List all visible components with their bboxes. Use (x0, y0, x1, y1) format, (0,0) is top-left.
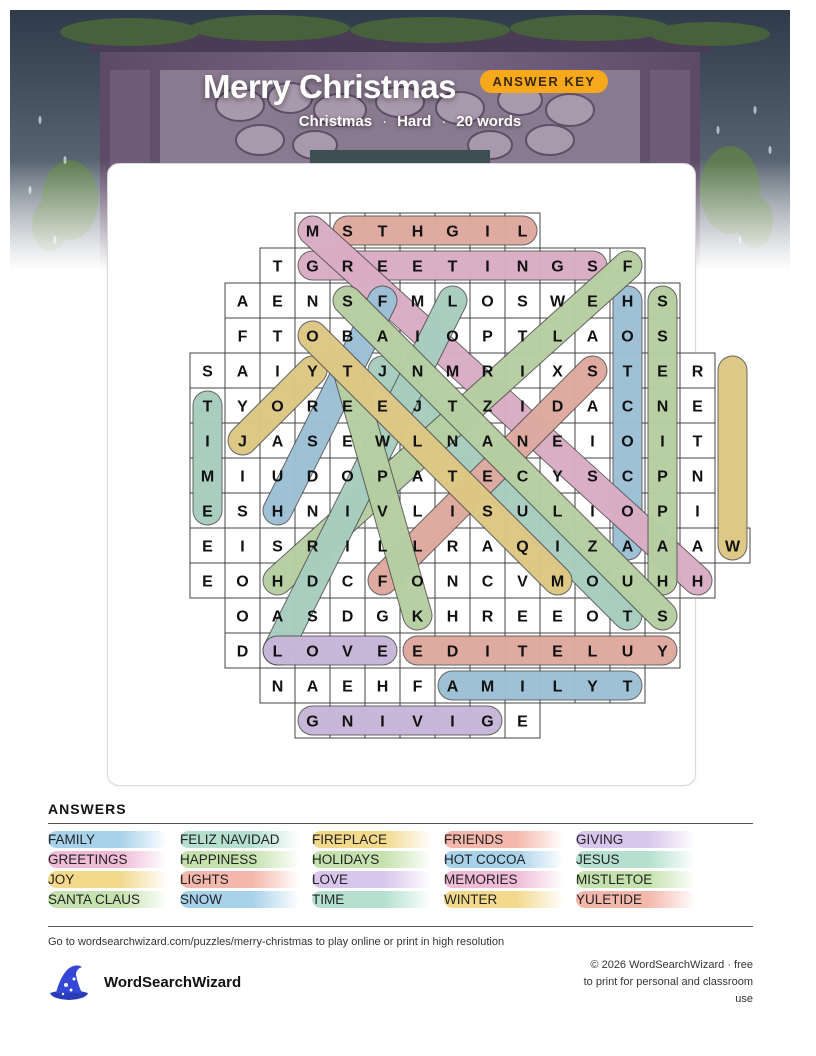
grid-letter: I (520, 363, 525, 381)
grid-letter: E (377, 643, 388, 661)
grid-letter: A (446, 678, 459, 696)
grid-letter: I (450, 713, 455, 731)
grid-letter: D (306, 573, 319, 591)
grid-letter: T (692, 433, 703, 451)
grid-letter: O (621, 433, 634, 451)
grid-letter: N (516, 258, 529, 276)
grid-letter: L (552, 503, 563, 521)
grid-letter: I (485, 223, 490, 241)
grid-letter: T (202, 398, 213, 416)
grid-letter: F (237, 328, 248, 346)
answer-word: WINTER (444, 891, 564, 908)
grid-letter: H (271, 503, 284, 521)
answers-heading: ANSWERS (48, 801, 127, 817)
grid-letter: N (446, 433, 459, 451)
grid-letter: R (446, 538, 459, 556)
grid-letter: M (410, 293, 425, 311)
answer-word: FAMILY (48, 831, 168, 848)
grid-letter: A (271, 433, 284, 451)
grid-letter: J (238, 433, 247, 451)
grid-letter: T (517, 328, 528, 346)
answer-word: FELIZ NAVIDAD (180, 831, 300, 848)
grid-letter: E (377, 398, 388, 416)
answer-word: MISTLETOE (576, 871, 696, 888)
grid-letter: F (377, 573, 388, 591)
divider (48, 926, 753, 927)
grid-letter: R (341, 258, 354, 276)
grid-letter: E (342, 678, 353, 696)
grid-letter: N (306, 293, 319, 311)
grid-letter: D (551, 398, 564, 416)
grid-letter: Z (587, 538, 598, 556)
grid-letter: O (621, 328, 634, 346)
answer-word: HOLIDAYS (312, 851, 432, 868)
grid-letter: Y (552, 468, 563, 486)
grid-letter: S (587, 468, 598, 486)
grid-letter: C (341, 573, 354, 591)
footer-url-text: Go to wordsearchwizard.com/puzzles/merry-christmas to play online or print in high resolution (48, 936, 505, 948)
grid-letter: M (305, 223, 320, 241)
grid-letter: E (272, 293, 283, 311)
grid-letter: L (412, 503, 423, 521)
grid-letter: G (481, 713, 494, 731)
grid-letter: D (446, 643, 459, 661)
answer-word: LIGHTS (180, 871, 300, 888)
grid-letter: H (621, 293, 634, 311)
grid-letter: G (376, 608, 389, 626)
grid-letter: U (271, 468, 284, 486)
grid-letter: C (621, 468, 634, 486)
grid-letter: A (481, 538, 494, 556)
grid-letter: T (342, 363, 353, 381)
grid-letter: E (202, 503, 213, 521)
grid-letter: H (691, 573, 704, 591)
grid-letter: S (202, 363, 213, 381)
grid-letter: I (240, 468, 245, 486)
grid-letter: I (450, 503, 455, 521)
grid-letter: O (586, 573, 599, 591)
answer-word: JOY (48, 871, 168, 888)
grid-letter: E (202, 538, 213, 556)
grid-letter: S (307, 608, 318, 626)
grid-letter: A (656, 538, 669, 556)
answer-word: SANTA CLAUS (48, 891, 168, 908)
answer-word: FIREPLACE (312, 831, 432, 848)
grid-letter: E (657, 363, 668, 381)
grid-letter: Y (657, 643, 668, 661)
grid-letter: T (272, 258, 283, 276)
answer-word: HOT COCOA (444, 851, 564, 868)
grid-letter: T (377, 223, 388, 241)
grid-letter: R (306, 538, 319, 556)
grid-letter: W (374, 433, 391, 451)
grid-letter: H (376, 678, 389, 696)
grid-letter: W (549, 293, 566, 311)
grid-letter: G (306, 258, 319, 276)
grid-letter: L (377, 538, 388, 556)
grid-letter: T (622, 608, 633, 626)
grid-letter: C (621, 398, 634, 416)
grid-letter: P (377, 468, 388, 486)
grid-letter: E (342, 433, 353, 451)
grid-letter: I (345, 538, 350, 556)
answer-key-badge: ANSWER KEY (480, 70, 608, 93)
grid-letter: E (342, 398, 353, 416)
grid-letter: G (446, 223, 459, 241)
grid-letter: A (236, 363, 249, 381)
grid-letter: V (377, 503, 388, 521)
grid-letter: N (656, 398, 669, 416)
grid-letter: A (306, 678, 319, 696)
grid-letter: L (412, 433, 423, 451)
grid-letter: E (552, 433, 563, 451)
grid-letter: I (380, 713, 385, 731)
grid-letter: S (482, 503, 493, 521)
grid-letter: L (552, 328, 563, 346)
difficulty-label: Hard (397, 113, 432, 130)
grid-letter: S (237, 503, 248, 521)
grid-letter: K (411, 608, 424, 626)
grid-letter: Y (307, 363, 318, 381)
grid-letter: S (272, 538, 283, 556)
grid-letter: I (590, 433, 595, 451)
grid-letter: I (555, 538, 560, 556)
grid-letter: H (271, 573, 284, 591)
grid-letter: I (205, 433, 210, 451)
grid-letter: L (517, 223, 528, 241)
grid-letter: Y (587, 678, 598, 696)
divider (48, 823, 753, 824)
grid-letter: E (412, 258, 423, 276)
grid-letter: O (306, 643, 319, 661)
grid-letter: O (481, 293, 494, 311)
grid-letter: I (275, 363, 280, 381)
grid-letter: S (587, 363, 598, 381)
grid-letter: Z (482, 398, 493, 416)
grid-letter: G (306, 713, 319, 731)
grid-letter: E (587, 293, 598, 311)
grid-letter: T (272, 328, 283, 346)
grid-letter: Q (516, 538, 529, 556)
grid-letter: P (657, 468, 668, 486)
answer-word: GREETINGS (48, 851, 168, 868)
grid-letter: A (411, 468, 424, 486)
copyright-text: © 2026 WordSearchWizard · free to print for personal and classroom use (583, 959, 753, 1005)
word-count-label: 20 words (456, 113, 522, 130)
answer-word: LOVE (312, 871, 432, 888)
grid-letter: N (306, 503, 319, 521)
grid-letter: E (482, 468, 493, 486)
grid-letter: T (447, 258, 458, 276)
grid-letter: A (586, 398, 599, 416)
grid-letter: E (692, 398, 703, 416)
grid-letter: I (485, 643, 490, 661)
grid-letter: M (550, 573, 565, 591)
grid-letter: M (200, 468, 215, 486)
grid-letter: P (657, 503, 668, 521)
grid-letter: E (552, 608, 563, 626)
category-label: Christmas (298, 113, 373, 130)
grid-letter: U (621, 573, 634, 591)
grid-letter: S (342, 223, 353, 241)
grid-letter: U (516, 503, 529, 521)
grid-letter: I (485, 258, 490, 276)
grid-letter: S (587, 258, 598, 276)
grid-letter: O (236, 608, 249, 626)
grid-letter: T (517, 643, 528, 661)
grid-letter: R (306, 398, 319, 416)
grid-letter: A (236, 293, 249, 311)
grid-letter: I (415, 328, 420, 346)
grid-letter: L (412, 538, 423, 556)
grid-letter: G (551, 258, 564, 276)
grid-letter: C (516, 468, 529, 486)
answer-word: FRIENDS (444, 831, 564, 848)
answer-word: MEMORIES (444, 871, 564, 888)
grid-letter: T (447, 468, 458, 486)
grid-letter: S (657, 293, 668, 311)
grid-letter: A (621, 538, 634, 556)
grid-letter: U (621, 643, 634, 661)
grid-letter: N (341, 713, 354, 731)
grid-letter: L (447, 293, 458, 311)
grid-letter: A (481, 433, 494, 451)
grid-letter: C (481, 573, 494, 591)
grid-letter: N (691, 468, 704, 486)
grid-letter: E (517, 713, 528, 731)
grid-letter: F (377, 293, 388, 311)
grid-letter: A (586, 328, 599, 346)
grid-letter: S (342, 293, 353, 311)
separator: · (441, 113, 447, 130)
grid-letter: O (306, 328, 319, 346)
grid-letter: S (657, 608, 668, 626)
grid-letter: S (307, 433, 318, 451)
grid-letter: R (481, 363, 494, 381)
grid-letter: R (691, 363, 704, 381)
grid-letter: N (271, 678, 284, 696)
grid-letter: R (481, 608, 494, 626)
puzzle-title: Merry Christmas (203, 68, 456, 105)
grid-letter: W (724, 538, 741, 556)
answer-word: HAPPINESS (180, 851, 300, 868)
grid-letter: T (622, 678, 633, 696)
grid-letter: P (482, 328, 493, 346)
grid-letter: T (447, 398, 458, 416)
grid-letter: D (306, 468, 319, 486)
grid-letter: L (272, 643, 283, 661)
grid-letter: I (345, 503, 350, 521)
grid-letter: S (517, 293, 528, 311)
grid-letter: V (342, 643, 353, 661)
grid-letter: M (480, 678, 495, 696)
grid-letter: D (341, 608, 354, 626)
grid-letter: S (657, 328, 668, 346)
grid-letter: A (271, 608, 284, 626)
grid-letter: N (446, 573, 459, 591)
answer-word: TIME (312, 891, 432, 908)
grid-letter: H (446, 608, 459, 626)
grid-letter: I (660, 433, 665, 451)
grid-letter: E (517, 608, 528, 626)
answer-word: YULETIDE (576, 891, 696, 908)
grid-letter: J (378, 363, 387, 381)
grid-letter: V (412, 713, 423, 731)
separator: · (382, 113, 388, 130)
grid-letter: O (341, 468, 354, 486)
grid-letter: F (622, 258, 633, 276)
answer-word: JESUS (576, 851, 696, 868)
answer-word: SNOW (180, 891, 300, 908)
grid-letter: N (516, 433, 529, 451)
grid-letter: L (587, 643, 598, 661)
grid-letter: B (341, 328, 354, 346)
grid-letter: I (520, 398, 525, 416)
grid-letter: O (586, 608, 599, 626)
grid-letter: T (622, 363, 633, 381)
grid-letter: Y (237, 398, 248, 416)
grid-letter: O (271, 398, 284, 416)
grid-letter: A (691, 538, 704, 556)
grid-letter: O (446, 328, 459, 346)
grid-letter: H (656, 573, 669, 591)
grid-letter: X (552, 363, 563, 381)
brand-name: WordSearchWizard (104, 974, 242, 991)
grid-letter: I (240, 538, 245, 556)
grid-letter: V (517, 573, 528, 591)
grid-letter: I (590, 503, 595, 521)
grid-letter: I (520, 678, 525, 696)
grid-letter: D (236, 643, 249, 661)
grid-letter: O (236, 573, 249, 591)
grid-letter: L (552, 678, 563, 696)
grid-letter: E (202, 573, 213, 591)
grid-letter: F (412, 678, 423, 696)
answer-word: GIVING (576, 831, 696, 848)
wizard-hat-icon (46, 963, 92, 1003)
grid-letter: O (411, 573, 424, 591)
grid-letter: O (621, 503, 634, 521)
grid-letter: I (695, 503, 700, 521)
grid-letter: H (411, 223, 424, 241)
grid-letter: J (413, 398, 422, 416)
grid-letter: E (377, 258, 388, 276)
grid-letter: N (411, 363, 424, 381)
grid-letter: E (552, 643, 563, 661)
grid-letter: A (376, 328, 389, 346)
grid-letter: M (445, 363, 460, 381)
grid-letter: E (412, 643, 423, 661)
